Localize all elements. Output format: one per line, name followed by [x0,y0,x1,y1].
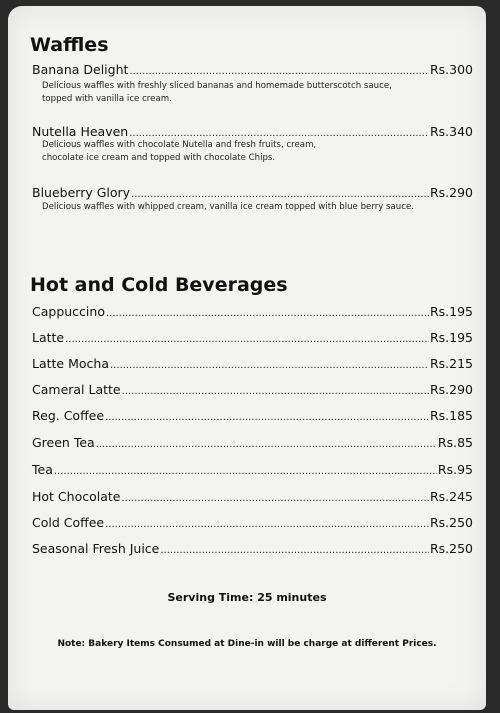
leader-dots [110,360,429,371]
leader-dots [121,493,429,504]
item-name: Hot Chocolate [32,489,121,504]
item-name: Latte Mocha [32,356,109,371]
item-name: Latte [32,330,65,345]
waffles-title: Waffles [30,34,109,56]
item-price: Rs.340 [429,124,473,139]
menu-item-hot-chocolate [32,489,473,504]
leader-dots [131,189,429,200]
leader-dots [96,439,437,450]
menu-item-nutella-heaven [32,124,473,139]
item-name: Nutella Heaven [32,124,129,139]
item-name: Seasonal Fresh Juice [32,541,160,556]
leader-dots [106,308,429,319]
menu-item-tea [32,462,473,477]
item-name: Reg. Coffee [32,408,105,423]
menu-item-latte-mocha [32,356,473,371]
item-price: Rs.195 [429,304,473,319]
item-description [42,139,442,165]
serving-time: Serving Time: 25 minutes [167,591,327,604]
desc-line: Delicious waffles with freshly sliced bananas and homemade butterscotch sauce, [42,81,392,91]
beverages-title: Hot and Cold Beverages [30,274,288,296]
item-name: Blueberry Glory [32,185,131,200]
item-price: Rs.185 [429,408,473,423]
leader-dots [129,66,429,77]
menu-item-banana-delight [32,62,473,77]
item-name: Cameral Latte [32,382,121,397]
menu-item-reg-coffee [32,408,473,423]
item-price: Rs.195 [429,330,473,345]
item-price: Rs.250 [429,515,473,530]
leader-dots [160,545,429,556]
leader-dots [105,519,429,530]
leader-dots [105,412,429,423]
leader-dots [54,466,437,477]
desc-line: Delicious waffles with chocolate Nutella and fresh fruits, cream, [42,140,317,150]
menu-item-cappuccino [32,304,473,319]
item-price: Rs.215 [429,356,473,371]
desc-line: Delicious waffles with whipped cream, vanilla ice cream topped with blue berry sauce. [42,202,414,212]
menu-item-cold-coffee [32,515,473,530]
item-price: Rs.95 [437,462,473,477]
item-price: Rs.290 [429,382,473,397]
item-name: Cappuccino [32,304,105,319]
leader-dots [129,128,429,139]
menu-item-green-tea [32,435,473,450]
item-name: Banana Delight [32,62,129,77]
item-price: Rs.300 [429,62,473,77]
leader-dots [122,386,429,397]
menu-item-cameral-latte [32,382,473,397]
item-description [42,80,442,106]
desc-line: topped with vanilla ice cream. [42,94,172,104]
pricing-note: Note: Bakery Items Consumed at Dine-in will be charge at different Prices. [57,639,437,649]
desc-line: chocolate ice cream and topped with chocolate Chips. [42,153,276,163]
menu-item-blueberry-glory [32,185,473,200]
item-description [42,201,442,214]
item-name: Cold Coffee [32,515,105,530]
item-price: Rs.85 [437,435,473,450]
leader-dots [65,334,429,345]
item-name: Tea [32,462,53,477]
menu-item-seasonal-fresh-juice [32,541,473,556]
item-price: Rs.250 [429,541,473,556]
menu-item-latte [32,330,473,345]
item-price: Rs.245 [429,489,473,504]
item-name: Green Tea [32,435,95,450]
menu-page [8,6,486,710]
item-price: Rs.290 [429,185,473,200]
